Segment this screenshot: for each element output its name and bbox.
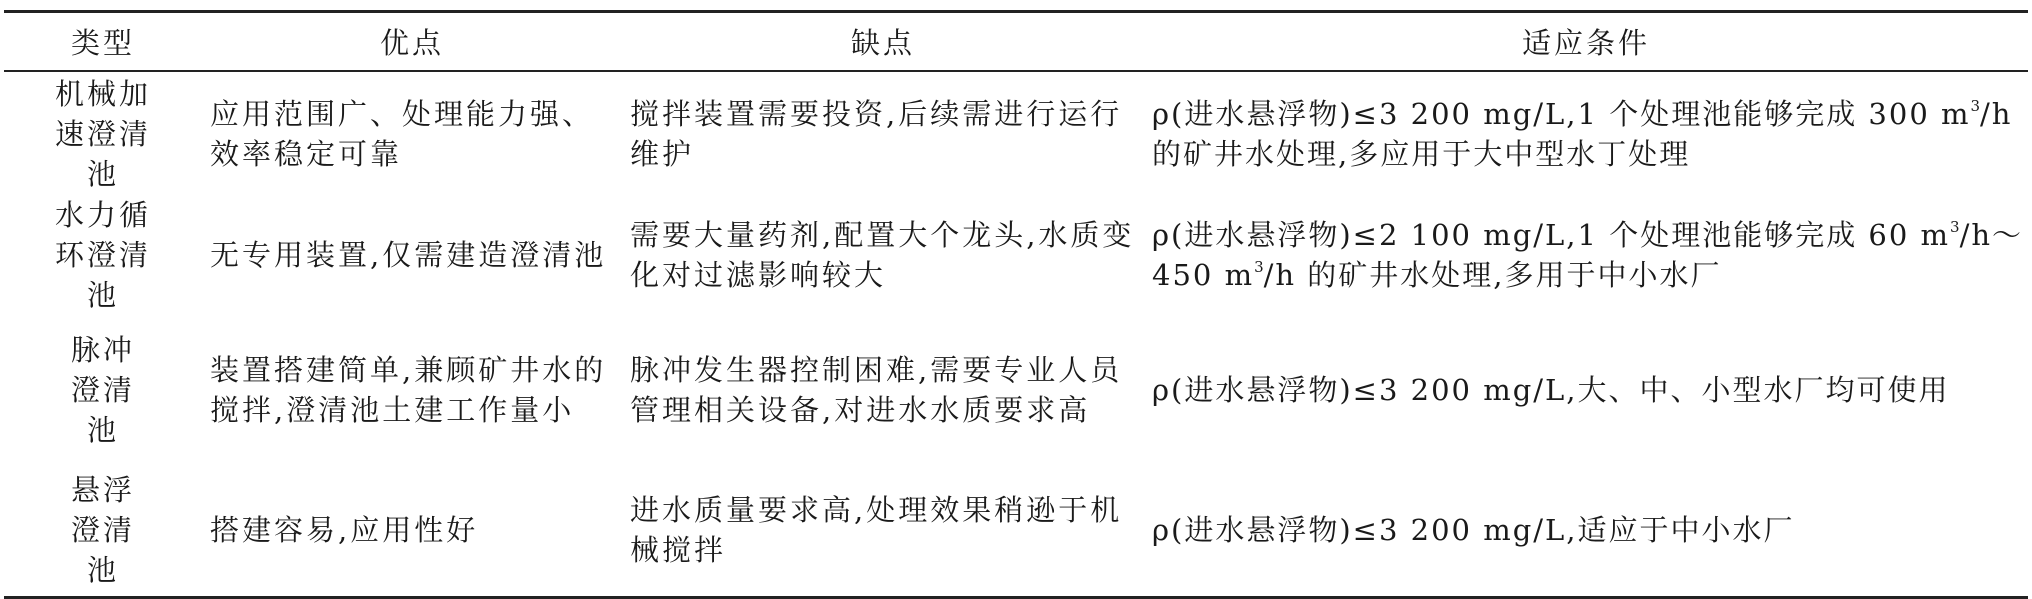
table-body — [4, 71, 2028, 597]
cell-conditions: ρ(进水悬浮物)≤2 100 mg/L,1 个处理池能够完成 60 $m^3/h\sim 450$ $m^3/h$ 的矿井水处理,多用于中小水厂 — [1152, 218, 2024, 292]
table-row — [4, 195, 2028, 315]
type-label: 水力循环澄清池 — [54, 198, 151, 312]
cell-advantages: 装置搭建简单,兼顾矿井水的搅拌,澄清池土建工作量小 — [210, 353, 607, 427]
superscript-3: 3 — [1970, 96, 1981, 115]
cell-type — [4, 315, 202, 465]
type-label: 悬浮澄清池 — [70, 473, 135, 588]
superscript-3: 3 — [1254, 258, 1264, 276]
superscript-3: 3 — [1950, 218, 1960, 236]
comparison-table — [4, 10, 2028, 599]
cell-type — [4, 465, 202, 597]
cell-disadvantages: 进水质量要求高,处理效果稍逊于机械搅拌 — [622, 465, 1144, 597]
cell-disadvantages: 脉冲发生器控制困难,需要专业人员管理相关设备,对进水水质要求高 — [630, 353, 1123, 427]
header-row — [4, 12, 2028, 72]
cell-advantages: 搭建容易,应用性好 — [202, 465, 622, 597]
header-type: 类型 — [4, 12, 202, 72]
table-row — [4, 71, 2028, 195]
cell-disadvantages: 搅拌装置需要投资,后续需进行运行维护 — [630, 96, 1123, 171]
cell-conditions: ρ(进水悬浮物)≤3 200 mg/L,1 个处理池能够完成 300 $m^3/h$ 的矿井水处理,多应用于大中型水丁处理 — [1152, 96, 2013, 171]
cell-advantages: 应用范围广、处理能力强、效率稳定可靠 — [210, 96, 595, 171]
table-row — [4, 315, 2028, 465]
table-header — [4, 12, 2028, 72]
header-disadvantages: 缺点 — [622, 12, 1144, 72]
header-advantages: 优点 — [202, 12, 622, 72]
cell-disadvantages: 需要大量药剂,配置大个龙头,水质变化对过滤影响较大 — [630, 218, 1135, 292]
type-label: 机械加速澄清池 — [54, 76, 151, 191]
cell-type — [4, 195, 202, 315]
cell-type — [4, 71, 202, 195]
cell-advantages: 无专用装置,仅需建造澄清池 — [210, 238, 607, 272]
header-conditions: 适应条件 — [1144, 12, 2028, 72]
cell-conditions: ρ(进水悬浮物)≤3 200 mg/L,适应于中小水厂 — [1144, 465, 2028, 597]
type-label: 脉冲澄清池 — [70, 333, 135, 447]
cell-conditions: ρ(进水悬浮物)≤3 200 mg/L,大、中、小型水厂均可使用 — [1152, 373, 1950, 407]
table-row — [4, 465, 2028, 597]
